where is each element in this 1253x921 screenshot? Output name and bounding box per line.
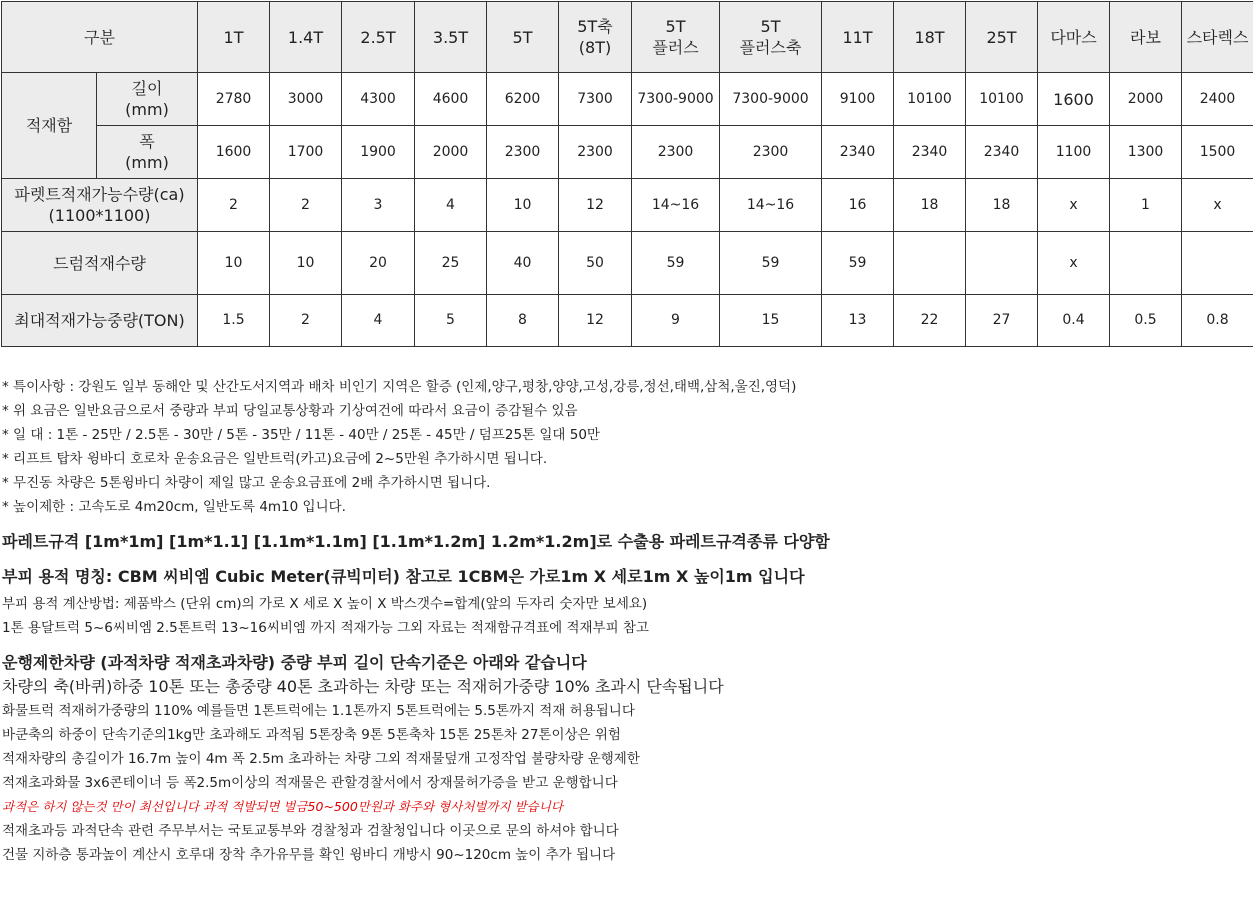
table-cell: 2000 — [415, 126, 487, 179]
note-line-height-limit: * 높이제한 : 고속도로 4m20cm, 일반도록 4m10 입니다. — [2, 499, 346, 515]
table-cell: 12 — [559, 295, 632, 347]
table-cell: 40 — [487, 232, 559, 295]
header-cell: 3.5T — [415, 2, 487, 73]
table-row-pallet — [2, 179, 1253, 232]
table-cell: 4300 — [342, 73, 415, 126]
table-cell: 2300 — [720, 126, 822, 179]
table-cell: 7300-9000 — [720, 73, 822, 126]
limit-line: 바쿤축의 하중이 단속기준의1kg만 초과해도 과적됨 5톤장축 9톤 5톤축차 15톤 25톤차 27톤이상은 위험 — [2, 727, 621, 743]
table-cell: 15 — [720, 295, 822, 347]
table-cell: 18 — [894, 179, 966, 232]
table-cell: 2340 — [822, 126, 894, 179]
table-cell: 1600 — [1038, 73, 1110, 126]
table-cell: 4 — [342, 295, 415, 347]
header-cell: 18T — [894, 2, 966, 73]
table-cell: 3000 — [270, 73, 342, 126]
table-cell: 27 — [966, 295, 1038, 347]
table-cell: 1 — [1110, 179, 1182, 232]
header-category: 구분 — [2, 2, 198, 73]
cbm-line: 1톤 용달트럭 5~6씨비엠 2.5톤트럭 13~16씨비엠 까지 적재가능 그외 자료는 적재함규격표에 적재부피 참고 — [2, 620, 649, 636]
table-cell: 20 — [342, 232, 415, 295]
table-cell: 0.4 — [1038, 295, 1110, 347]
table-cell: 2 — [270, 295, 342, 347]
table-row-length — [2, 73, 1253, 126]
table-cell: 59 — [720, 232, 822, 295]
table-cell: 13 — [822, 295, 894, 347]
table-cell — [1182, 232, 1253, 295]
cbm-heading: 부피 용적 명칭: CBM 씨비엠 Cubic Meter(큐빅미터) 참고로 1CBM은 가로1m X 세로1m X 높이1m 입니다 — [2, 567, 805, 586]
table-cell: 59 — [822, 232, 894, 295]
table-cell: 6200 — [487, 73, 559, 126]
table-cell: x — [1038, 232, 1110, 295]
header-cell: 다마스 — [1038, 2, 1110, 73]
header-cell: 라보 — [1110, 2, 1182, 73]
limit-line: 화물트럭 적재허가중량의 110% 예를들면 1톤트럭에는 1.1톤까지 5톤트럭에는 5.5톤까지 적재 허용됩니다 — [2, 703, 635, 719]
table-cell: 10 — [487, 179, 559, 232]
header-cell: 5T — [487, 2, 559, 73]
table-cell: 2000 — [1110, 73, 1182, 126]
note-line-no-vibration: * 무진동 차량은 5톤윙바디 차량이 제일 많고 운송요금표에 2배 추가하시면 됩니다. — [2, 475, 491, 491]
table-cell: x — [1182, 179, 1253, 232]
header-cell: 5T 플러스축 — [720, 2, 822, 73]
table-cell: 4 — [415, 179, 487, 232]
table-cell: 1300 — [1110, 126, 1182, 179]
table-cell: 1600 — [198, 126, 270, 179]
table-cell: 10 — [198, 232, 270, 295]
header-cell: 1T — [198, 2, 270, 73]
header-cell: 스타렉스 — [1182, 2, 1253, 73]
overload-warning: 과적은 하지 않는것 만이 최선입니다 과적 적발되면 벌금50~500만원과 화주와 형사처벌까지 받습니다 — [2, 799, 563, 814]
header-cell: 1.4T — [270, 2, 342, 73]
table-cell: 0.5 — [1110, 295, 1182, 347]
vehicle-spec-table — [1, 1, 1253, 347]
table-cell: x — [1038, 179, 1110, 232]
table-cell: 4600 — [415, 73, 487, 126]
row-label-max-load: 최대적재가능중량(TON) — [2, 295, 198, 347]
row-label-pallet: 파렛트적재가능수량(ca) (1100*1100) — [2, 179, 198, 232]
note-line-lift-truck: * 리프트 탑차 윙바디 호로차 운송요금은 일반트럭(카고)요금에 2~5만원 추가하시면 됩니다. — [2, 451, 548, 467]
row-label-length: 길이 (mm) — [97, 73, 198, 126]
table-cell: 14~16 — [632, 179, 720, 232]
note-line-rate-variation: * 위 요금은 일반요금으로서 중량과 부피 당일교통상황과 기상여건에 따라서 요금이 증감될수 있음 — [2, 403, 578, 419]
limit-line: 적재차량의 총길이가 16.7m 높이 4m 폭 2.5m 초과하는 차량 그외 적재물덮개 고정작업 불량차량 운행제한 — [2, 751, 640, 767]
cbm-line: 부피 용적 계산방법: 제품박스 (단위 cm)의 가로 X 세로 X 높이 X 박스갯수=합계(앞의 두자리 숫자만 보세요) — [2, 596, 648, 612]
header-cell: 5T 플러스 — [632, 2, 720, 73]
limit-line: 적재초과화물 3x6콘테이너 등 폭2.5m이상의 적재물은 관할경찰서에서 장재물허가증을 받고 운행합니다 — [2, 775, 618, 791]
table-cell — [966, 232, 1038, 295]
table-cell: 14~16 — [720, 179, 822, 232]
table-cell: 2340 — [894, 126, 966, 179]
table-cell: 2 — [198, 179, 270, 232]
table-cell: 25 — [415, 232, 487, 295]
table-cell: 2300 — [559, 126, 632, 179]
table-cell: 22 — [894, 295, 966, 347]
table-cell: 0.8 — [1182, 295, 1253, 347]
table-cell: 1900 — [342, 126, 415, 179]
table-cell: 7300 — [559, 73, 632, 126]
table-cell: 2 — [270, 179, 342, 232]
table-row-drum — [2, 232, 1253, 295]
table-cell: 8 — [487, 295, 559, 347]
pallet-spec-heading: 파레트규격 [1m*1m] [1m*1.1] [1.1m*1.1m] [1.1m*1.2m] 1.2m*1.2m]로 수출용 파레트규격종류 다양함 — [2, 532, 830, 551]
limit-heading: 운행제한차량 (과적차량 적재초과차량) 중량 부피 길이 단속기준은 아래와 같습니다 — [2, 653, 587, 672]
table-cell: 9100 — [822, 73, 894, 126]
table-cell: 2340 — [966, 126, 1038, 179]
row-label-width: 폭 (mm) — [97, 126, 198, 179]
table-cell: 10100 — [894, 73, 966, 126]
tail-line: 적재초과등 과적단속 관련 주무부서는 국토교통부와 경찰청과 검찰청입니다 이곳으로 문의 하셔야 합니다 — [2, 823, 619, 839]
table-header-row — [2, 2, 1253, 73]
table-cell: 2400 — [1182, 73, 1253, 126]
note-line-special-surcharge: * 특이사항 : 강원도 일부 동해안 및 산간도서지역과 배차 비인기 지역은 할증 (인제,양구,평창,양양,고성,강릉,정선,태백,삼척,울진,영덕) — [2, 379, 797, 395]
table-cell: 16 — [822, 179, 894, 232]
group-label-cargo-box: 적재함 — [2, 73, 97, 179]
table-cell: 2300 — [487, 126, 559, 179]
table-cell: 1500 — [1182, 126, 1253, 179]
table-cell: 59 — [632, 232, 720, 295]
table-cell: 1100 — [1038, 126, 1110, 179]
tail-line: 건물 지하층 통과높이 계산시 호루대 장착 추가유무를 확인 윙바디 개방시 90~120cm 높이 추가 됩니다 — [2, 847, 616, 863]
header-cell: 25T — [966, 2, 1038, 73]
table-cell: 2780 — [198, 73, 270, 126]
table-cell: 18 — [966, 179, 1038, 232]
table-cell — [894, 232, 966, 295]
table-cell: 10 — [270, 232, 342, 295]
table-cell: 12 — [559, 179, 632, 232]
table-cell: 5 — [415, 295, 487, 347]
table-row-max-load — [2, 295, 1253, 347]
note-line-daily-rate: * 일 대 : 1톤 - 25만 / 2.5톤 - 30만 / 5톤 - 35만 / 11톤 - 40만 / 25톤 - 45만 / 덤프25톤 일대 50만 — [2, 427, 600, 443]
header-cell: 5T축 (8T) — [559, 2, 632, 73]
table-cell: 7300-9000 — [632, 73, 720, 126]
table-cell — [1110, 232, 1182, 295]
table-cell: 2300 — [632, 126, 720, 179]
table-cell: 10100 — [966, 73, 1038, 126]
notes-section — [2, 375, 1242, 867]
header-cell: 11T — [822, 2, 894, 73]
row-label-drum: 드럼적재수량 — [2, 232, 198, 295]
table-row-width — [2, 126, 1253, 179]
limit-lead-line: 차량의 축(바퀴)하중 10톤 또는 총중량 40톤 초과하는 차량 또는 적재허가중량 10% 초과시 단속됩니다 — [2, 677, 724, 696]
table-cell: 3 — [342, 179, 415, 232]
header-cell: 2.5T — [342, 2, 415, 73]
table-cell: 9 — [632, 295, 720, 347]
table-cell: 50 — [559, 232, 632, 295]
table-cell: 1700 — [270, 126, 342, 179]
table-cell: 1.5 — [198, 295, 270, 347]
